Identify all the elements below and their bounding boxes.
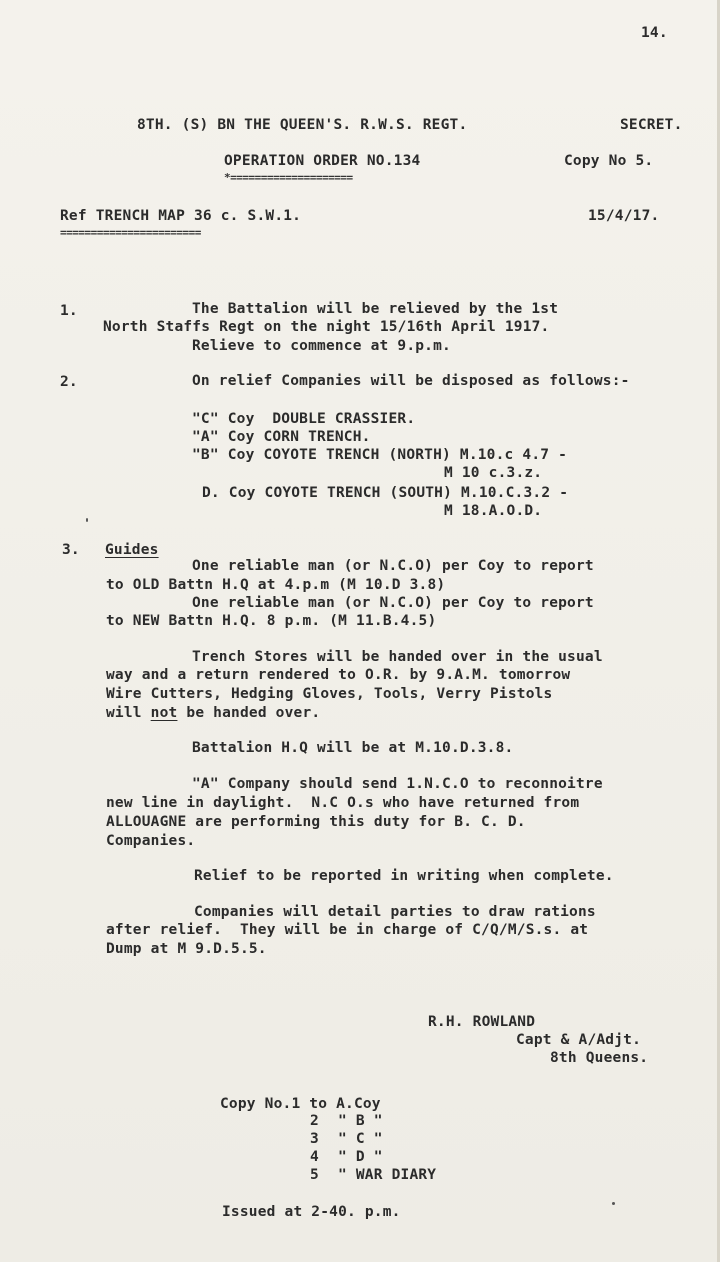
signatory-rank: Capt & A/Adjt. [516,1032,642,1048]
disposition-line: M 10 c.3.z. [444,465,543,481]
distribution-recipient: " D " [338,1149,383,1165]
distribution-copy-number: 2 [310,1113,319,1129]
stores-line-last [106,704,320,722]
guides-line: One reliable man (or N.C.O) per Coy to report [192,595,594,611]
stores-line: way and a return rendered to O.R. by 9.A.M. tomorrow [106,667,571,683]
stores-line: Trench Stores will be handed over in the usual [192,649,603,665]
guides-line: to NEW Battn H.Q. 8 p.m. (M 11.B.4.5) [106,613,437,629]
map-reference: Ref TRENCH MAP 36 c. S.W.1. [60,208,302,224]
hq-location: Battalion H.Q will be at M.10.D.3.8. [192,740,514,756]
paper-mark [612,1202,615,1205]
para-2-intro: On relief Companies will be disposed as follows:- [192,373,630,389]
guides-line: One reliable man (or N.C.O) per Coy to report [192,558,594,574]
stores-text: will [106,705,151,721]
signatory-name: R.H. ROWLAND [428,1014,536,1030]
distribution-recipient: " C " [338,1131,383,1147]
guides-line: to OLD Battn H.Q at 4.p.m (M 10.D 3.8) [106,577,446,593]
emphasis-not: not [150,705,178,721]
guides-heading: Guides [105,542,159,558]
disposition-line: "B" Coy COYOTE TRENCH (NORTH) M.10.c 4.7 - [192,447,568,463]
disposition-line: D. Coy COYOTE TRENCH (SOUTH) M.10.C.3.2 - [202,485,569,501]
distribution-copy-number: 3 [310,1131,319,1147]
order-date: 15/4/17. [588,208,660,224]
unit-heading: 8TH. (S) BN THE QUEEN'S. R.W.S. REGT. [137,117,468,133]
para-3-number: 3. [62,542,80,558]
rations-line: after relief. They will be in charge of C/Q/M/S.s. at [106,922,589,938]
relief-report: Relief to be reported in writing when complete. [194,868,614,884]
recon-line: new line in daylight. N.C O.s who have returned from [106,795,580,811]
disposition-line: "A" Coy CORN TRENCH. [192,429,371,445]
recon-line: ALLOUAGNE are performing this duty for B. C. D. [106,814,526,830]
distribution-copy-number: 5 [310,1167,319,1183]
para-2-number: 2. [60,374,78,390]
para-1-line: The Battalion will be relieved by the 1st [192,301,559,317]
classification: SECRET. [620,117,683,133]
copy-number: Copy No 5. [564,153,654,169]
disposition-line: "C" Coy DOUBLE CRASSIER. [192,411,416,427]
stores-text: be handed over. [177,705,321,721]
distribution-recipient: " WAR DIARY [338,1167,437,1183]
recon-line: "A" Company should send 1.N.C.O to reconnoitre [192,776,603,792]
distribution-recipient: " B " [338,1113,383,1129]
order-title-rule: *==================== [224,173,353,183]
distribution-first: Copy No.1 to A.Coy [220,1096,381,1112]
stores-line: Wire Cutters, Hedging Gloves, Tools, Verry Pistols [106,686,553,702]
para-1-number: 1. [60,303,78,319]
page-number: 14. [641,25,668,41]
recon-line: Companies. [106,833,196,849]
map-reference-rule: ======================= [60,228,201,238]
order-title: OPERATION ORDER NO.134 [224,153,421,169]
signatory-unit: 8th Queens. [550,1050,649,1066]
para-1-line: Relieve to commence at 9.p.m. [192,338,451,354]
rations-line: Dump at M 9.D.5.5. [106,941,267,957]
para-1-line: North Staffs Regt on the night 15/16th April 1917. [103,319,550,335]
rations-line: Companies will detail parties to draw rations [194,904,596,920]
issued-time: Issued at 2-40. p.m. [222,1204,401,1220]
paper-mark [86,518,88,522]
distribution-copy-number: 4 [310,1149,319,1165]
disposition-line: M 18.A.O.D. [444,503,543,519]
